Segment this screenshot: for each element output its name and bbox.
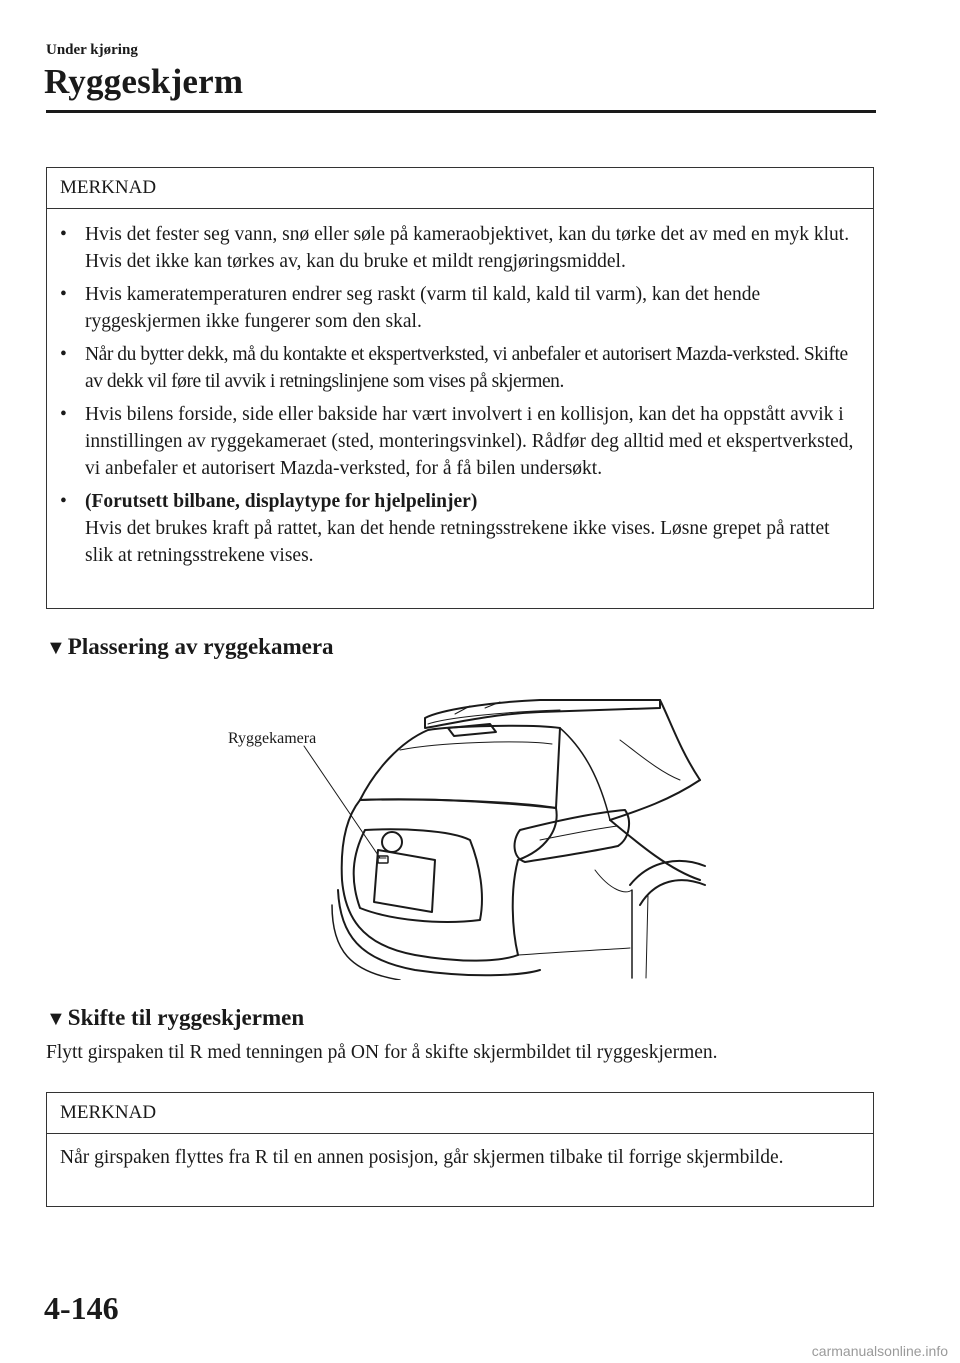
bullet-icon: •	[60, 404, 67, 425]
note-item-text: Hvis kameratemperaturen endrer seg raskt (varm til kald, kald til varm), kan det hende ryggeskjermen ikke fungerer som den skal.	[85, 284, 761, 332]
bullet-icon: •	[60, 344, 67, 365]
note-item	[60, 281, 859, 335]
section-heading-camera-location	[46, 634, 334, 660]
section-heading-switch-to-rear-view	[46, 1005, 304, 1031]
note-box-1	[46, 167, 874, 609]
note-item-text: Hvis det fester seg vann, snø eller søle på kameraobjektivet, kan du tørke det av med en myk klut. Hvis det ikke kan tørkes av, kan du bruke et mildt rengjøringsmiddel.	[85, 224, 850, 272]
bullet-icon: •	[60, 224, 67, 245]
watermark: carmanualsonline.info	[811, 1343, 948, 1359]
section-label: Under kjøring	[46, 42, 138, 58]
note-item-text: Når du bytter dekk, må du kontakte et ekspertverksted, vi anbefaler et autorisert Mazda-verksted. Skifte av dekk vil føre til avvik i retningslinjene som vises på skjermen.	[85, 344, 848, 392]
triangle-marker-icon: ▼	[46, 1008, 66, 1030]
triangle-marker-icon: ▼	[46, 637, 66, 659]
vehicle-rear-illustration	[200, 680, 720, 980]
section-heading-text: Skifte til ryggeskjermen	[67, 1005, 305, 1030]
note-label: MERKNAD	[47, 1093, 873, 1134]
note-item	[60, 488, 859, 569]
note-text: Når girspaken flyttes fra R til en annen posisjon, går skjermen tilbake til forrige skjermbilde.	[60, 1147, 784, 1168]
note-body	[47, 1134, 873, 1183]
section-heading-text: Plassering av ryggekamera	[67, 634, 334, 659]
note-label: MERKNAD	[47, 168, 873, 209]
note-item-text: Hvis bilens forside, side eller bakside har vært involvert i en kollisjon, kan det ha oppstått avvik i innstillingen av ryggekameraet (sted, monteringsvinkel). Rådfør deg alltid med et ekspertverksted, vi anbefaler et autorisert Mazda-verksted, for å få bilen undersøkt.	[85, 404, 854, 479]
note-item	[60, 401, 859, 482]
note-box-2	[46, 1092, 874, 1207]
body-paragraph: Flytt girspaken til R med tenningen på ON for å skifte skjermbildet til ryggeskjermen.	[46, 1042, 718, 1063]
figure-callout-label: Ryggekamera	[228, 730, 317, 747]
bullet-icon: •	[60, 491, 67, 512]
note-body	[47, 209, 873, 581]
page-number: 4-146	[44, 1290, 119, 1326]
page-title: Ryggeskjerm	[44, 62, 244, 101]
note-item-heading: (Forutsett bilbane, displaytype for hjelpelinjer)	[85, 491, 478, 512]
rear-camera-figure	[200, 680, 720, 985]
title-rule	[46, 110, 876, 113]
note-item-text	[85, 488, 859, 569]
note-item	[60, 221, 859, 275]
note-item-detail: Hvis det brukes kraft på rattet, kan det hende retningsstrekene ikke vises. Løsne grepet på rattet slik at retningsstrekene vises.	[85, 518, 830, 566]
bullet-icon: •	[60, 284, 67, 305]
note-item	[60, 341, 859, 395]
